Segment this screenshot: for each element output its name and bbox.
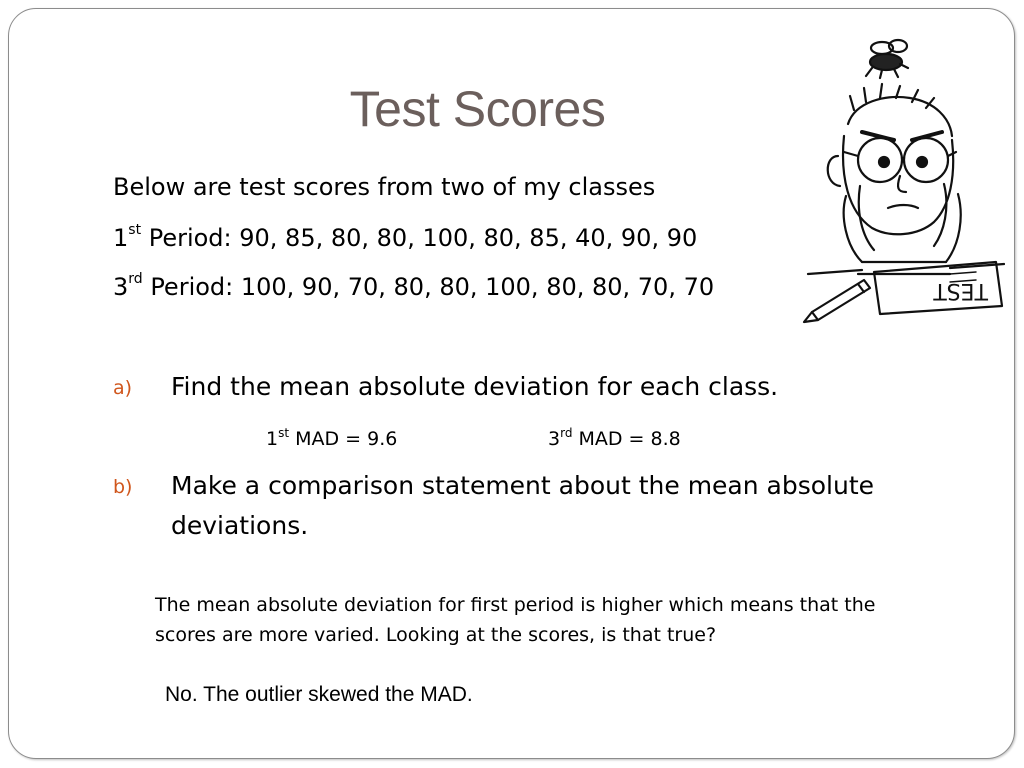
question-b-text: Make a comparison statement about the mean absolute deviations. (171, 471, 875, 540)
period-1-ordinal: st (128, 222, 142, 238)
comparison-statement: The mean absolute deviation for first period is higher which means that the scores are more varied. Looking at the scores, is that true? (155, 594, 876, 646)
test-paper-label: TEST (933, 278, 988, 303)
mad-1-number: 1 (266, 428, 279, 450)
question-a-text: Find the mean absolute deviation for each class. (171, 372, 779, 401)
mad-1-ordinal: st (278, 426, 290, 440)
worried-student-illustration (800, 36, 1005, 326)
mad-1-value: MAD = 9.6 (289, 428, 398, 450)
period-3-line (113, 271, 715, 301)
period-3-number: 3 (113, 273, 129, 301)
question-a-marker: a) (113, 377, 133, 399)
period-3-scores: Period: 100, 90, 70, 80, 80, 100, 80, 80, 70, 70 (142, 273, 715, 301)
period-3-ordinal: rd (128, 271, 143, 287)
mad-3-number: 3 (548, 428, 561, 450)
slide-title: Test Scores (349, 81, 606, 137)
period-1-line (113, 222, 698, 252)
fly-icon (866, 40, 908, 78)
mad-3-ordinal: rd (560, 426, 573, 440)
mad-3-value: MAD = 8.8 (572, 428, 681, 450)
period-1-number: 1 (113, 224, 129, 252)
intro-line: Below are test scores from two of my classes (113, 173, 656, 201)
question-b-marker: b) (113, 476, 133, 498)
mad-period-1 (266, 428, 397, 450)
mad-period-3 (548, 428, 681, 450)
answer-text: No. The outlier skewed the MAD. (165, 683, 473, 706)
period-1-scores: Period: 90, 85, 80, 80, 100, 80, 85, 40, 90, 90 (141, 224, 698, 252)
